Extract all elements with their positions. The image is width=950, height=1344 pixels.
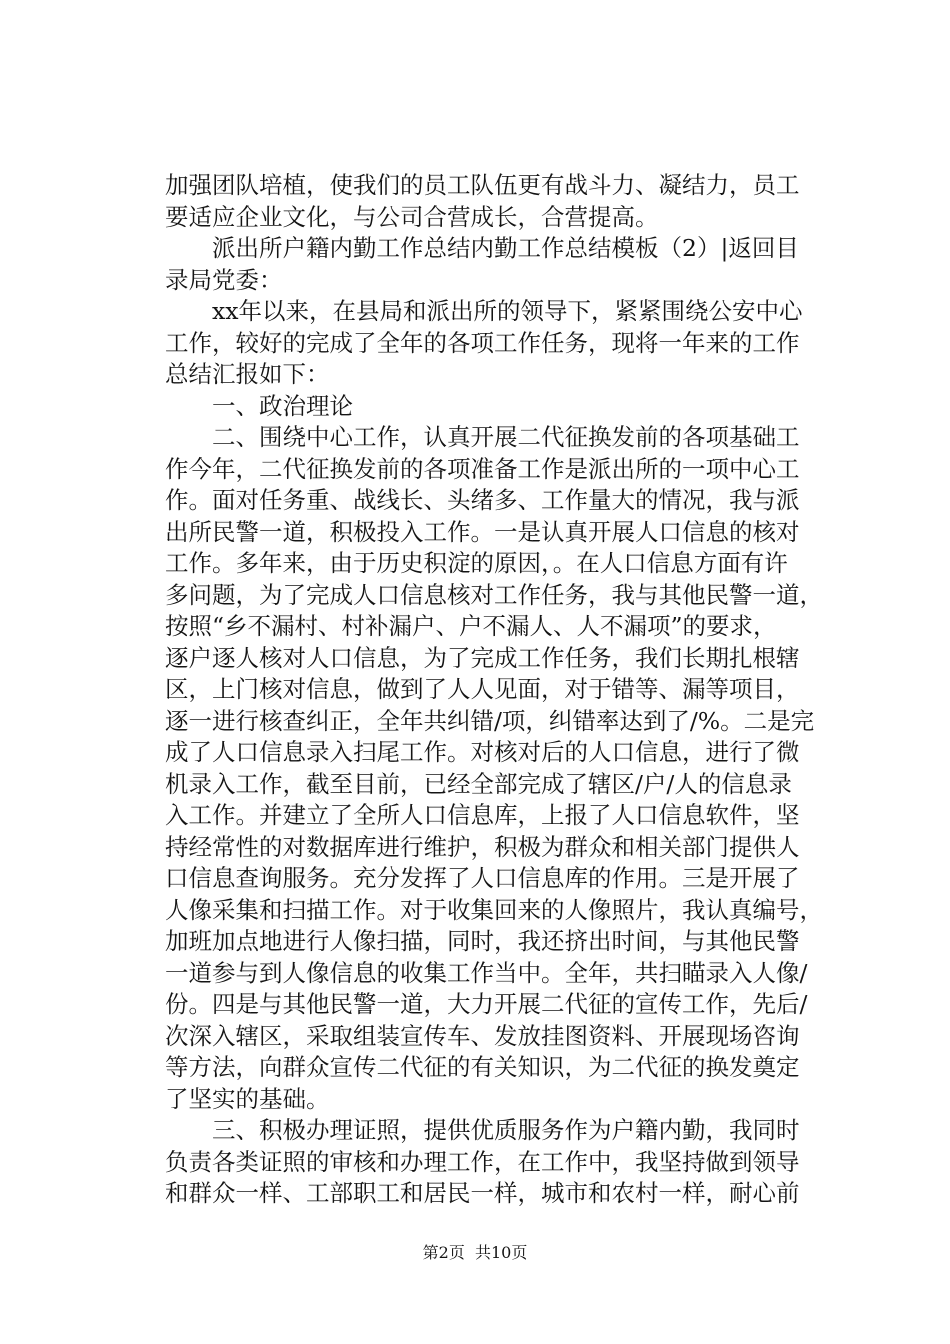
text-line: 逐一进行核查纠正，全年共纠错/项，纠错率达到了/%。二是完: [165, 706, 815, 735]
text-line: 机录入工作，截至目前，已经全部完成了辖区/户/人的信息录: [165, 769, 792, 798]
text-line: 工作，较好的完成了全年的各项工作任务，现将一年来的工作: [165, 328, 800, 357]
text-line: 口信息查询服务。充分发挥了人口信息库的作用。三是开展了: [165, 864, 800, 892]
text-line: 总结汇报如下：: [165, 360, 330, 388]
text-line: 份。四是与其他民警一道，大力开展二代征的宣传工作，先后/: [165, 990, 808, 1018]
text-line: 负责各类证照的审核和办理工作，在工作中，我坚持做到领导: [165, 1147, 800, 1176]
text-line: 成了人口信息录入扫尾工作。对核对后的人口信息，进行了微: [165, 738, 800, 766]
text-line: 一、政治理论: [165, 391, 353, 420]
text-line: 持经常性的对数据库进行维护，积极为群众和相关部门提供人: [165, 832, 800, 861]
text-line: 加强团队培植，使我们的员工队伍更有战斗力、凝结力，员工: [165, 171, 800, 199]
text-line: 加班加点地进行人像扫描，同时，我还挤出时间，与其他民警: [165, 927, 800, 955]
text-line: xx年以来，在县局和派出所的领导下，紧紧围绕公安中心: [165, 297, 803, 325]
text-line: 多问题，为了完成人口信息核对工作任务，我与其他民警一道，: [165, 580, 823, 609]
text-line: 三、积极办理证照，提供优质服务作为户籍内勤，我同时: [165, 1116, 800, 1144]
text-line: 次深入辖区，采取组装宣传车、发放挂图资料、开展现场咨询: [165, 1021, 800, 1050]
text-line: 一道参与到人像信息的收集工作当中。全年，共扫瞄录入人像/: [165, 958, 808, 987]
text-line: 要适应企业文化，与公司合营成长，合营提高。: [165, 202, 659, 231]
text-line: 录局党委：: [165, 265, 283, 294]
text-line: 和群众一样、工部职工和居民一样，城市和农村一样，耐心前: [165, 1179, 800, 1207]
text-line: 作。面对任务重、战线长、头绪多、工作量大的情况，我与派: [165, 486, 800, 514]
text-line: 区，上门核对信息，做到了人人见面，对于错等、漏等项目，: [165, 675, 800, 703]
text-line: 出所民警一道，积极投入工作。一是认真开展人口信息的核对: [165, 517, 800, 546]
document-body: [165, 170, 840, 1210]
text-line: 人像采集和扫描工作。对于收集回来的人像照片，我认真编号，: [165, 895, 823, 924]
text-line: 作今年，二代征换发前的各项准备工作是派出所的一项中心工: [165, 454, 800, 483]
text-line: 二、围绕中心工作，认真开展二代征换发前的各项基础工: [165, 423, 800, 451]
text-line: 工作。多年来，由于历史积淀的原因，。在人口信息方面有许: [165, 549, 788, 577]
text-line: 按照“乡不漏村、村补漏户、户不漏人、人不漏项”的要求，: [165, 612, 777, 640]
text-line: 等方法，向群众宣传二代征的有关知识，为二代征的换发奠定: [165, 1053, 800, 1081]
text-line: 了坚实的基础。: [165, 1084, 330, 1113]
text-line: 逐户逐人核对人口信息，为了完成工作任务，我们长期扎根辖: [165, 643, 800, 672]
text-line: 入工作。并建立了全所人口信息库，上报了人口信息软件，坚: [165, 801, 800, 829]
page-footer: 第2页 共10页: [422, 1243, 528, 1262]
text-line: 派出所户籍内勤工作总结内勤工作总结模板（2）|返回目: [165, 234, 799, 262]
